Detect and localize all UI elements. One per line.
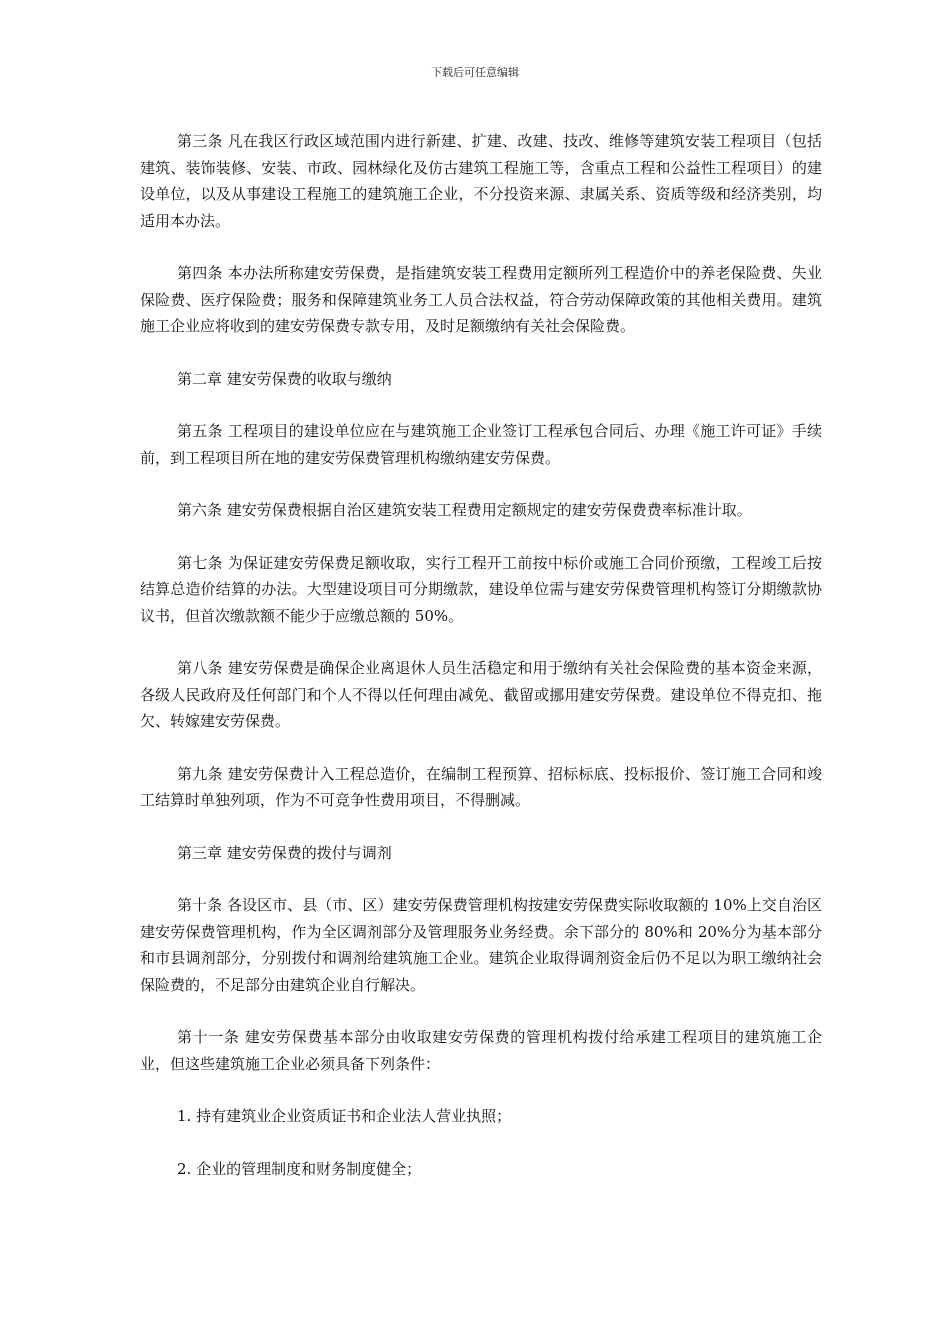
- document-body: [140, 128, 822, 1182]
- chapter-2-heading: 第二章 建安劳保费的收取与缴纳: [177, 369, 392, 388]
- article-6: 第六条 建安劳保费根据自治区建筑安装工程费用定额规定的建安劳保费费率标准计取。: [177, 501, 752, 519]
- article-5: 第五条 工程项目的建设单位应在与建筑施工企业签订工程承包合同后、办理《施工许可证》手续前，到工程项目所在地的建安劳保费管理机构缴纳建安劳保费。: [140, 422, 822, 467]
- article-4: 第四条 本办法所称建安劳保费，是指建筑安装工程费用定额所列工程造价中的养老保险费、失业保险费、医疗保险费；服务和保障建筑业务工人员合法权益，符合劳动保障政策的其他相关费用。建筑施工企业应将收到的建安劳保费专款专用，及时足额缴纳有关社会保险费。: [140, 264, 822, 335]
- article-8: 第八条 建安劳保费是确保企业离退休人员生活稳定和用于缴纳有关社会保险费的基本资金来源，各级人民政府及任何部门和个人不得以任何理由减免、截留或挪用建安劳保费。建设单位不得克扣、拖欠、转嫁建安劳保费。: [140, 659, 822, 730]
- condition-1: 1. 持有建筑业企业资质证书和企业法人营业执照；: [177, 1107, 512, 1125]
- article-10: 第十条 各设区市、县（市、区）建安劳保费管理机构按建安劳保费实际收取额的 10%上交自治区建安劳保费管理机构，作为全区调剂部分及管理服务业务经费。余下部分的 80%和 20%分为基本部分和市县调剂部分，分别拨付和调剂给建筑施工企业。建筑企业取得调剂资金后仍不足以为职工缴纳社会保险费的，不足部分由建筑企业自行解决。: [140, 896, 822, 994]
- condition-2: 2. 企业的管理制度和财务制度健全；: [177, 1159, 422, 1178]
- chapter-3-heading: 第三章 建安劳保费的拨付与调剂: [177, 843, 392, 862]
- article-11: 第十一条 建安劳保费基本部分由收取建安劳保费的管理机构拨付给承建工程项目的建筑施工企业，但这些建筑施工企业必须具备下列条件：: [140, 1028, 822, 1073]
- article-9: 第九条 建安劳保费计入工程总造价，在编制工程预算、招标标底、投标报价、签订施工合同和竣工结算时单独列项，作为不可竞争性费用项目，不得删减。: [140, 764, 822, 809]
- page-header: 下载后可任意编辑: [431, 66, 519, 79]
- article-3: 第三条 凡在我区行政区域范围内进行新建、扩建、改建、技改、维修等建筑安装工程项目（包括建筑、装饰装修、安装、市政、园林绿化及仿古建筑工程施工等，含重点工程和公益性工程项目）的建设单位，以及从事建设工程施工的建筑施工企业，不分投资来源、隶属关系、资质等级和经济类别，均适用本办法。: [140, 132, 822, 230]
- article-7: 第七条 为保证建安劳保费足额收取，实行工程开工前按中标价或施工合同价预缴，工程竣工后按结算总造价结算的办法。大型建设项目可分期缴款，建设单位需与建安劳保费管理机构签订分期缴款协议书，但首次缴款额不能少于应缴总额的 50%。: [140, 553, 822, 625]
